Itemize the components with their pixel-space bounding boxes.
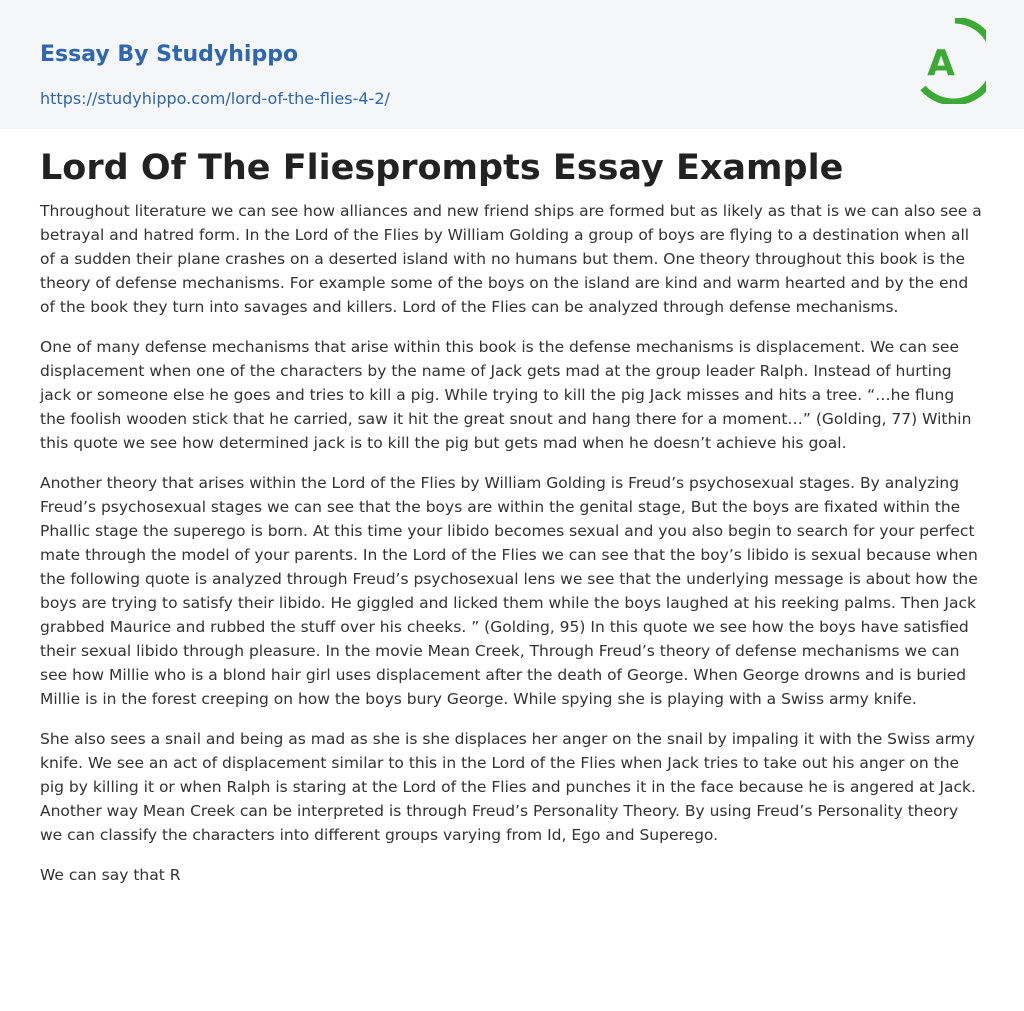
article-body — [0, 146, 1024, 887]
logo-letter: A — [927, 43, 955, 84]
site-brand[interactable]: Essay By Studyhippo — [40, 42, 299, 67]
site-header — [0, 0, 1024, 129]
essay-paragraph-4: She also sees a snail and being as mad as she is she displaces her anger on the snail by impaling it with the Swiss army knife. We see an act of displacement similar to this in the Lord of the Flies when Jack tries to take out his anger on the pig by killing it or when Ralph is staring at the Lord of the Flies and punches it in the face because he is angered at Jack. Another way Mean Creek can be interpreted is through Freud’s Personality Theory. By using Freud’s Personality theory we can classify the characters into different groups varying from Id, Ego and Superego. — [40, 730, 976, 844]
essay-paragraph-5: We can say that R — [40, 866, 181, 884]
essay-paragraph-1: Throughout literature we can see how alliances and new friend ships are formed but as likely as that is we can also see a betrayal and hatred form. In the Lord of the Flies by William Golding a group of boys are flying to a destination when all of a sudden their plane crashes on a deserted island with no humans but them. One theory throughout this book is the theory of defense mechanisms. For example some of the boys on the island are kind and warm hearted and by the end of the book they turn into savages and killers. Lord of the Flies can be analyzed through defense mechanisms. — [40, 202, 982, 316]
essay-paragraph-3: Another theory that arises within the Lord of the Flies by William Golding is Freud’s psychosexual stages. By analyzing Freud’s psychosexual stages we can see that the boys are within the genital stage, But the boys are fixated within the Phallic stage the superego is born. At this time your libido becomes sexual and you also begin to search for your perfect mate through the model of your parents. In the Lord of the Flies we can see that the boy’s libido is sexual because when the following quote is analyzed through Freud’s psychosexual lens we see that the underlying message is about how the boys are trying to satisfy their libido. He giggled and licked them while the boys laughed at his reeking palms. Then Jack grabbed Maurice and rubbed the stuff over his cheeks. ” (Golding, 95) In this quote we see how the boys have satisfied their sexual libido through pleasure. In the movie Mean Creek, Through Freud’s theory of defense mechanisms we can see how Millie who is a blond hair girl uses displacement after the death of George. When George drowns and is buried Millie is in the forest creeping on how the boys bury George. While spying she is playing with a Swiss army knife. — [40, 474, 978, 708]
essay-url-link[interactable]: https://studyhippo.com/lord-of-the-flies-4-2/ — [40, 89, 390, 108]
essay-paragraph-2: One of many defense mechanisms that arise within this book is the defense mechanisms is displacement. We can see displacement when one of the characters by the name of Jack gets mad at the group leader Ralph. Instead of hurting jack or someone else he goes and tries to kill a pig. While trying to kill the pig Jack misses and hits a tree. “…he flung the foolish wooden stick that he carried, saw it hit the great snout and hang there for a moment…” (Golding, 77) Within this quote we see how determined jack is to kill the pig but gets mad when he doesn’t achieve his goal. — [40, 338, 972, 452]
studyhippo-logo-icon[interactable] — [914, 18, 986, 104]
essay-title: Lord Of The Fliesprompts Essay Example — [40, 148, 844, 188]
